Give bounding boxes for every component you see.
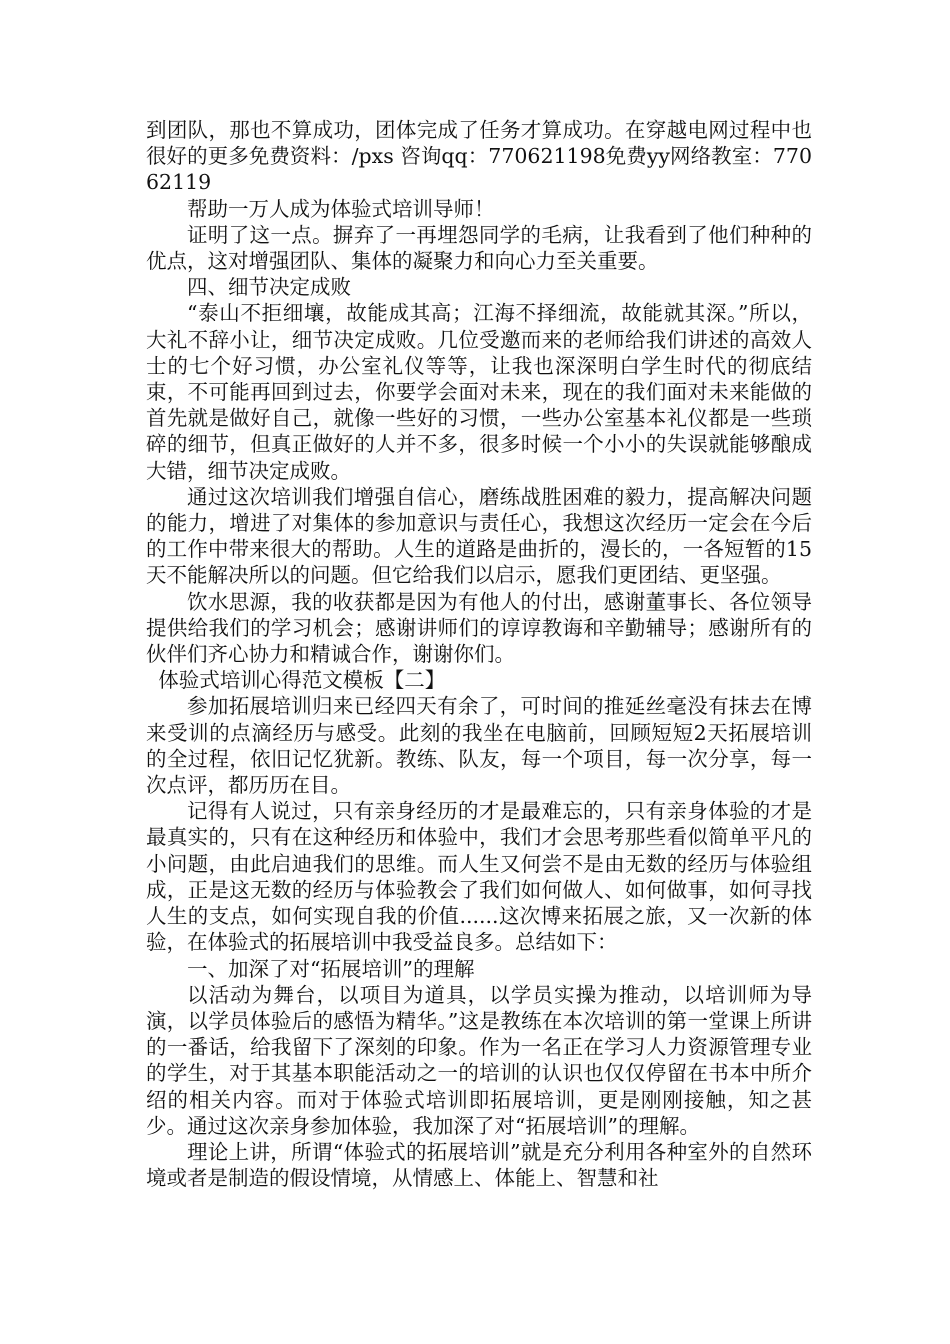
section-heading: 四、细节决定成败 <box>187 275 351 300</box>
section-heading: 一、加深了对“拓展培训”的理解 <box>187 956 475 981</box>
document-page <box>146 117 812 1191</box>
paragraph: “泰山不拒细壤，故能成其高；江海不择细流，故能就其深。”所以，大礼不辞小让，细节决定成败。几位受邀而来的老师给我们讲述的高效人士的七个好习惯，办公室礼仪等等，让我也深深明白学生时代的彻底结束，不可能再回到过去，你要学会面对未来，现在的我们面对未来能做的首先就是做好自己，就像一些好的习惯，一些办公室基本礼仪都是一些琐碎的细节，但真正做好的人并不多，很多时候一个小小的失误就能够酿成大错，细节决定成败。 <box>146 301 812 483</box>
paragraph: 参加拓展培训归来已经四天有余了，可时间的推延丝毫没有抹去在博来受训的点滴经历与感受。此刻的我坐在电脑前，回顾短短2天拓展培训的全过程，依旧记忆犹新。教练、队友，每一个项目，每一次分享，每一次点评，都历历在目。 <box>146 694 812 798</box>
slogan-line: 帮助一万人成为体验式培训导师！ <box>187 196 495 221</box>
paragraph: 记得有人说过，只有亲身经历的才是最难忘的，只有亲身体验的才是最真实的，只有在这种经历和体验中，我们才会思考那些看似简单平凡的小问题，由此启迪我们的思维。而人生又何尝不是由无数的经历与体验组成，正是这无数的经历与体验教会了我们如何做人、如何做事，如何寻找人生的支点，如何实现自我的价值......这次博来拓展之旅，又一次新的体验，在体验式的拓展培训中我受益良多。总结如下： <box>146 799 812 955</box>
paragraph: 饮水思源，我的收获都是因为有他人的付出，感谢董事长、各位领导提供给我们的学习机会；感谢讲师们的谆谆教诲和辛勤辅导；感谢所有的伙伴们齐心协力和精诚合作，谢谢你们。 <box>146 589 812 667</box>
paragraph: 通过这次培训我们增强自信心，磨练战胜困难的毅力，提高解决问题的能力，增进了对集体的参加意识与责任心，我想这次经历一定会在今后的工作中带来很大的帮助。人生的道路是曲折的，漫长的，一各短暂的15天不能解决所以的问题。但它给我们以启示，愿我们更团结、更坚强。 <box>146 484 812 588</box>
paragraph: 到团队，那也不算成功，团体完成了任务才算成功。在穿越电网过程中也很好的更多免费资料：/pxs 咨询qq：770621198免费yy网络教室：77062119 <box>146 118 812 195</box>
paragraph: 证明了这一点。摒弃了一再埋怨同学的毛病，让我看到了他们种种的优点，这对增强团队、集体的凝聚力和向心力至关重要。 <box>146 222 812 274</box>
article-title: 体验式培训心得范文模板【二】 <box>158 668 446 693</box>
paragraph: 理论上讲，所谓“体验式的拓展培训”就是充分利用各种室外的自然环境或者是制造的假设情境，从情感上、体能上、智慧和社 <box>146 1139 812 1191</box>
paragraph: 以活动为舞台，以项目为道具，以学员实操为推动，以培训师为导演，以学员体验后的感悟为精华。”这是教练在本次培训的第一堂课上所讲的一番话，给我留下了深刻的印象。作为一名正在学习人力资源管理专业的学生，对于其基本职能活动之一的培训的认识也仅仅停留在书本中所介绍的相关内容。而对于体验式培训即拓展培训，更是刚刚接触，知之甚少。通过这次亲身参加体验，我加深了对“拓展培训”的理解。 <box>146 982 812 1138</box>
